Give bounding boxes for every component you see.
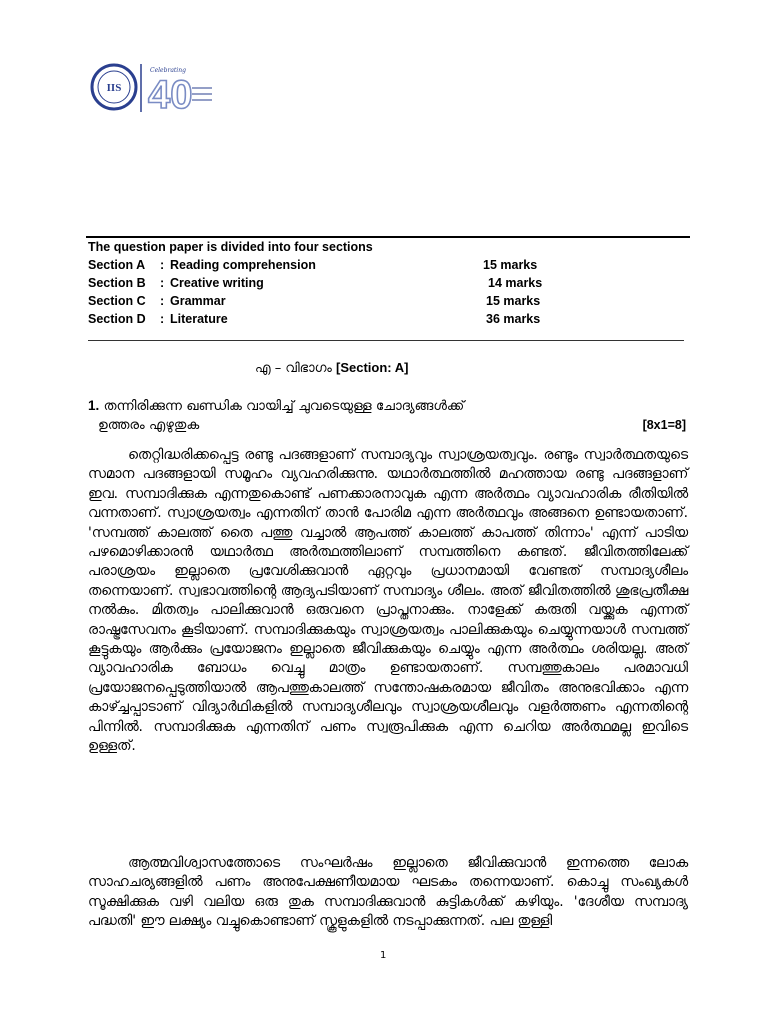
iis-40-years-logo-icon bbox=[88, 54, 218, 124]
section-name: Literature bbox=[170, 312, 228, 326]
section-heading bbox=[255, 360, 408, 376]
section-label: Section C bbox=[88, 294, 146, 308]
passage-paragraph-2: ആത്മവിശ്വാസത്തോടെ സംഘർഷം ഇല്ലാതെ ജീവിക്കുവാൻ ഇന്നത്തെ ലോക സാഹചര്യങ്ങളിൽ പണം അനുപേക്ഷണീയമായ ഘടകം തന്നെയാണ്. കൊച്ചു സംഖ്യകൾ സൂക്ഷിക്കുക വഴി വലിയ ഒരു തുക സമ്പാദിക്കുവാൻ കുട്ടികൾക്ക് കഴിയും. 'ദേശീയ സമ്പാദ്യ പദ്ധതി' ഈ ലക്ഷ്യം വച്ചുകൊണ്ടാണ് സ്കൂളുകളിൽ നടപ്പാക്കുന്നത്. പല തുള്ളി bbox=[88, 855, 688, 930]
page-number: 1 bbox=[380, 950, 387, 961]
section-row: Section B : Creative writing 14 marks bbox=[88, 276, 543, 290]
section-marks: 14 marks bbox=[488, 276, 543, 290]
anniversary-number: 40 bbox=[148, 73, 193, 117]
section-label: Section A bbox=[88, 258, 146, 272]
section-divider bbox=[88, 340, 684, 341]
section-heading-malayalam: എ – വിഭാഗം bbox=[255, 361, 332, 376]
intro-line: The question paper is divided into four sections bbox=[88, 240, 373, 254]
section-name: Creative writing bbox=[170, 276, 264, 290]
section-name: Reading comprehension bbox=[170, 258, 316, 272]
question-number: 1. bbox=[88, 398, 100, 413]
section-label: Section B bbox=[88, 276, 146, 290]
passage-paragraph-1: തെറ്റിദ്ധരിക്കപ്പെട്ട രണ്ടു പദങ്ങളാണ് സമ്പാദ്യവും സ്വാശ്രയത്വവും. രണ്ടും സ്വാർത്ഥതയുടെ സമാന പദങ്ങളായി സമൂഹം വ്യവഹരിക്കുന്നു. യഥാർത്ഥത്തിൽ മഹത്തായ രണ്ടു പദങ്ങളാണ് ഇവ. സമ്പാദിക്കുക എന്നതുകൊണ്ട് പണക്കാരനാവുക എന്ന അർത്ഥം വ്യാവഹാരിക രീതിയിൽ വന്നതാണ്. സ്വാശ്രയത്വം എന്നതിന് താൻ പോരിമ എന്ന അർത്ഥവും അങ്ങനെ ഉണ്ടായതാണ്. 'സമ്പത്ത് കാലത്ത് തൈ പത്തു വച്ചാൽ ആപത്ത് കാലത്ത് കാപത്ത് തിന്നാം' എന്ന് പാടിയ പഴമൊഴിക്കാരൻ യഥാർത്ഥ അർത്ഥത്തിലാണ് സമ്പത്തിനെ കണ്ടത്. ജീവിതത്തിലേക്ക് പരാശ്രയം ഇല്ലാതെ പ്രവേശിക്കുവാൻ ഏറ്റവും പ്രധാനമായി വേണ്ടത് സമ്പാദ്യശീലം തന്നെയാണ്. സ്വഭാവത്തിന്റെ ആദ്യപടിയാണ് സമ്പാദ്യം ശീലം. അത് ജീവിതത്തിൽ ശുഭപ്രതീക്ഷ നൽകും. മിതത്വം പാലിക്കുവാൻ ഒരുവനെ പ്രാപ്തനാക്കും. നാളേക്ക് കരുതി വയ്ക്കുക എന്നത് രാഷ്ട്രസേവനം കൂടിയാണ്. സമ്പാദിക്കുകയും സ്വാശ്രയത്വം പാലിക്കുകയും ചെയ്യുന്നയാൾ സമ്പത്ത് കൂട്ടുകയും ആർക്കും പ്രയോജനം ഇല്ലാതെ ജീവിക്കുകയും ചെയ്യും എന്ന അർത്ഥം ശരിയല്ല. അത് വ്യാവഹാരിക ബോധം വെച്ചു മാത്രം ഉണ്ടായതാണ്. സമ്പത്തുകാലം പരമാവധി പ്രയോജനപ്പെടുത്തിയാൽ ആപത്തുകാലത്ത് സന്തോഷകരമായ ജീവിതം അനുഭവിക്കാം എന്ന കാഴ്ച്ചപ്പാടാണ് വിദ്യാർഥികളിൽ സമ്പാദ്യശീലവും സ്വാശ്രയശീലവും വളർത്തണം എന്നതിന്റെ പിന്നിൽ. സമ്പാദിക്കുക എന്നതിന് പണം സ്വരൂപിക്കുക എന്ന ചെറിയ അർത്ഥമല്ല ഇവിടെ ഉള്ളത്. bbox=[88, 447, 688, 755]
logo-text: IIS bbox=[106, 82, 122, 94]
section-marks: 15 marks bbox=[483, 258, 538, 272]
question-text-line2: ഉത്തരം എഴുതുക bbox=[98, 417, 200, 433]
sections-summary bbox=[88, 238, 688, 328]
section-name: Grammar bbox=[170, 294, 226, 308]
question-text-line1: തന്നിരിക്കുന്ന ഖണ്ഡിക വായിച്ച് ചുവടെയുള്ള ചോദ്യങ്ങൾക്ക് bbox=[103, 398, 465, 414]
question-1 bbox=[88, 396, 688, 435]
section-label: Section D bbox=[88, 312, 146, 326]
section-marks: 15 marks bbox=[486, 294, 541, 308]
section-row: Section A : Reading comprehension 15 marks bbox=[88, 258, 538, 272]
section-row: Section D : Literature 36 marks bbox=[88, 312, 541, 326]
anniversary-caption: Celebrating bbox=[150, 67, 186, 74]
section-row: Section C : Grammar 15 marks bbox=[88, 294, 541, 308]
section-heading-english: [Section: A] bbox=[336, 360, 409, 375]
section-marks: 36 marks bbox=[486, 312, 541, 326]
question-marks: [8x1=8] bbox=[642, 418, 686, 432]
school-logo bbox=[88, 54, 218, 124]
